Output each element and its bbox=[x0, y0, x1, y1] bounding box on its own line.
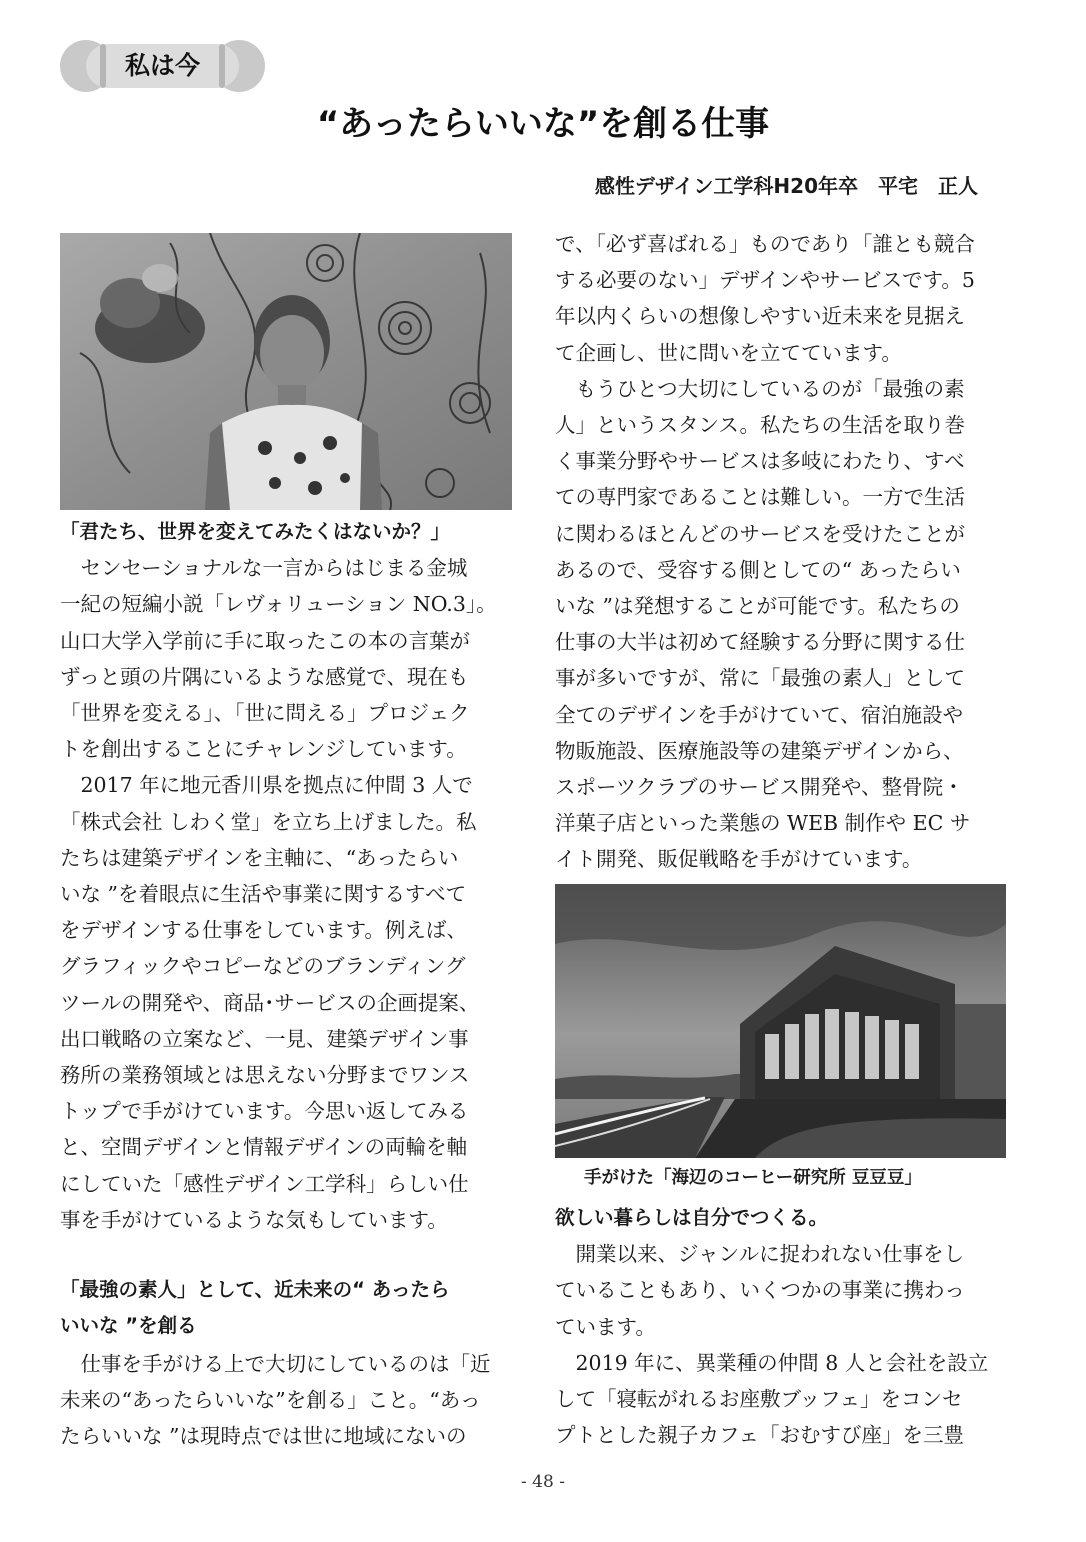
text-line: 洋菓子店といった業態の WEB 制作や EC サ bbox=[555, 811, 971, 835]
text-line: ています。 bbox=[555, 1315, 656, 1339]
text-line: に関わるほとんどのサービスを受けたことが bbox=[555, 522, 965, 546]
section-heading: いいな ”を創る bbox=[60, 1314, 197, 1337]
text-line: 一紀の短編小説「レヴォリューション NO.3」。 bbox=[60, 592, 497, 616]
text-line: 2017 年に地元香川県を拠点に仲間 3 人で bbox=[60, 773, 473, 797]
building-photo-graphic bbox=[555, 884, 1006, 1158]
text-line: ずっと頭の片隅にいるような感覚で、現在も bbox=[60, 665, 469, 689]
text-line: 未来の“あったらいいな”を創る」こと。“あっ bbox=[60, 1388, 481, 1412]
text-line: 務所の業務領域とは思えない分野までワンス bbox=[60, 1063, 470, 1087]
text-line: 仕事の大半は初めて経験する分野に関する仕 bbox=[555, 630, 965, 654]
section-heading: 「君たち、世界を変えてみたくはないか？」 bbox=[60, 520, 451, 543]
page-number: - 48 - bbox=[521, 1472, 565, 1492]
text-line: 人」というスタンス。私たちの生活を取り巻 bbox=[555, 413, 965, 437]
section-badge bbox=[60, 40, 265, 92]
text-line: いな ”は発想することが可能です。私たちの bbox=[555, 594, 960, 618]
section-heading: 欲しい暮らしは自分でつくる。 bbox=[555, 1206, 829, 1229]
text-line: で、「必ず喜ばれる」ものであり「誰とも競合 bbox=[555, 232, 975, 256]
text-line: トを創出することにチャレンジしています。 bbox=[60, 737, 467, 761]
text-line: にしていた「感性デザイン工学科」らしい仕 bbox=[60, 1172, 469, 1196]
text-line: ツールの開発や、商品･サービスの企画提案、 bbox=[60, 991, 480, 1015]
text-line: 事が多いですが、常に「最強の素人」として bbox=[555, 666, 965, 690]
text-line: イト開発、販促戦略を手がけています。 bbox=[555, 847, 923, 871]
text-line: ていることもあり、いくつかの事業に携わっ bbox=[555, 1278, 965, 1302]
author-byline: 感性デザイン工学科H20年卒 平宅 正人 bbox=[594, 174, 978, 198]
text-line: 山口大学入学前に手に取ったこの本の言葉が bbox=[60, 629, 470, 653]
text-line: 「世界を変える」、「世に問える」プロジェク bbox=[60, 701, 470, 725]
text-line: 物販施設、医療施設等の建築デザインから、 bbox=[555, 739, 964, 763]
text-line: する必要のない」デザインやサービスです。5 bbox=[555, 268, 975, 292]
text-line: いな ”を着眼点に生活や事業に関するすべて bbox=[60, 882, 467, 906]
text-line: 2019 年に、異業種の仲間 8 人と会社を設立 bbox=[555, 1351, 989, 1375]
text-line: 出口戦略の立案など、一見、建築デザイン事 bbox=[60, 1027, 469, 1051]
text-line: センセーショナルな一言からはじまる金城 bbox=[60, 556, 468, 580]
text-line: 「株式会社 しわく堂」を立ち上げました。私 bbox=[60, 810, 477, 834]
text-line: 仕事を手がける上で大切にしているのは「近 bbox=[60, 1352, 491, 1376]
text-line: トップで手がけています。今思い返してみる bbox=[60, 1099, 469, 1123]
text-line: く事業分野やサービスは多岐にわたり、すべ bbox=[555, 449, 965, 473]
text-line: あるので、受容する側としての“ あったらい bbox=[555, 558, 961, 582]
text-line: て企画し、世に問いを立てています。 bbox=[555, 341, 902, 365]
portrait-photo bbox=[60, 233, 512, 510]
article-title: “あったらいいな”を創る仕事 bbox=[316, 104, 770, 144]
text-line: して「寝転がれるお座敷ブッフェ」をコンセ bbox=[555, 1387, 963, 1411]
text-line: をデザインする仕事をしています。例えば、 bbox=[60, 918, 467, 942]
text-line: 事を手がけているような気もしています。 bbox=[60, 1208, 448, 1232]
text-line: プトとした親子カフェ「おむすび座」を三豊 bbox=[555, 1423, 964, 1447]
text-line: スポーツクラブのサービス開発や、整骨院・ bbox=[555, 775, 964, 799]
text-line: もうひとつ大切にしているのが「最強の素 bbox=[555, 377, 965, 401]
section-heading: 「最強の素人」として、近未来の“ あったら bbox=[60, 1278, 450, 1301]
text-line: 年以内くらいの想像しやすい近未来を見据え bbox=[555, 304, 965, 328]
text-line: ての専門家であることは難しい。一方で生活 bbox=[555, 485, 965, 509]
building-photo-caption: 手がけた「海辺のコーヒー研究所 豆豆豆」 bbox=[584, 1168, 922, 1188]
text-line: 全てのデザインを手がけていて、宿泊施設や bbox=[555, 703, 964, 727]
text-line: と、空間デザインと情報デザインの両輪を軸 bbox=[60, 1135, 468, 1159]
building-photo bbox=[555, 884, 1006, 1158]
text-line: たちは建築デザインを主軸に、“あったらい bbox=[60, 846, 459, 870]
text-line: グラフィックやコピーなどのブランディング bbox=[60, 954, 466, 978]
text-line: たらいいな ”は現時点では世に地域にないの bbox=[60, 1424, 467, 1448]
text-line: 開業以来、ジャンルに捉われない仕事をし bbox=[555, 1242, 965, 1266]
badge-label: 私は今 bbox=[124, 51, 200, 80]
portrait-photo-graphic bbox=[60, 233, 512, 510]
